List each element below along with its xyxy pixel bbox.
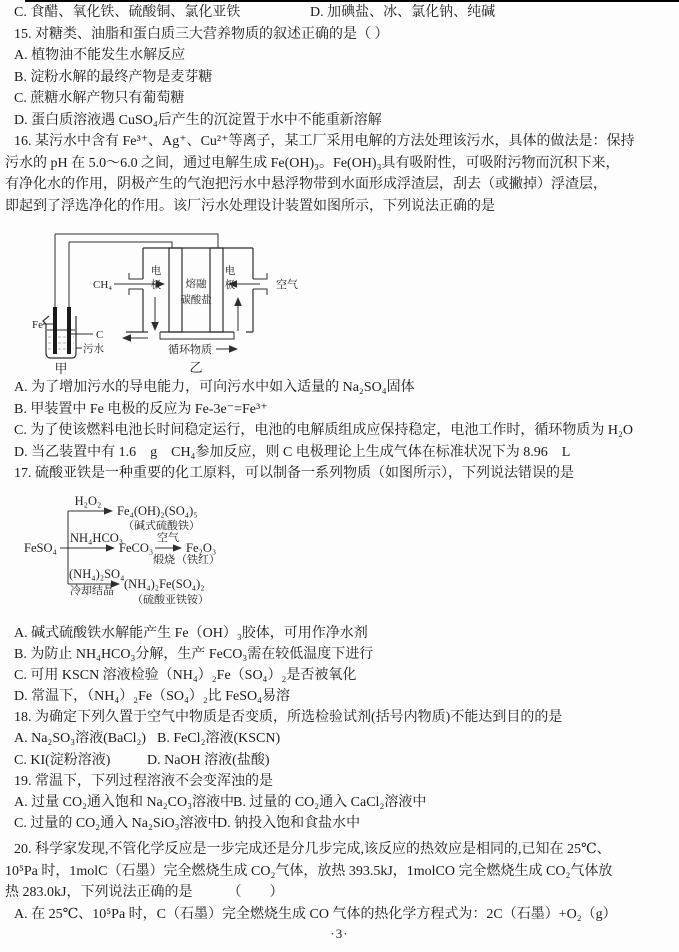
q19-options-row-2 bbox=[0, 813, 679, 834]
q16-stem-line4: 即起到了浮选净化的作用。该厂污水处理设计装置如图所示，下列说法正确的是 bbox=[5, 198, 495, 214]
q19-option-c: C. 过量的 CO₂通入 Na₂SiO₃溶液中 bbox=[14, 816, 222, 832]
basic-iron-sulfate-formula: Fe₄(OH)₂(SO₄)₅ bbox=[117, 503, 198, 518]
basic-iron-sulfate-name: （碱式硫酸铁） bbox=[123, 519, 200, 532]
q17-stem: 17. 硫酸亚铁是一种重要的化工原料，可以制备一系列物质（如图所示），下列说法错误的是 bbox=[14, 466, 574, 481]
circulating-substance-label: 循环物质 bbox=[168, 344, 212, 356]
q16-figure bbox=[0, 217, 679, 377]
q16-stem-line2: 污水的 pH 在 5.0～6.0 之间，通过电解生成 Fe(OH)₃。Fe(OH)₃具有吸附性，可吸附污物而沉积下来， bbox=[5, 155, 620, 171]
q17-figure bbox=[0, 485, 679, 623]
c-electrode-bar bbox=[67, 307, 71, 354]
q15-option-b: B. 淀粉水解的最终产物是麦芽糖 bbox=[14, 69, 213, 85]
q20-option-a: A. 在 25℃、10⁵Pa 时，C（石墨）完全燃烧生成 CO 气体的热化学方程式为：2C（石墨）+O₂（g） bbox=[14, 906, 617, 922]
ch4-inlet-label: CH₄ bbox=[93, 279, 113, 291]
q18-options-row-2 bbox=[0, 750, 679, 771]
q19-option-b: B. 过量的 CO₂通入 CaCl₂溶液中 bbox=[233, 795, 427, 810]
right-electrode-label-top: 电 bbox=[224, 266, 236, 277]
feco3-formula: FeCO₃ bbox=[119, 540, 154, 555]
q18-stem: 18. 为确定下列久置于空气中物质是否变质，所选检验试剂(括号内物质)不能达到目的的是 bbox=[14, 710, 563, 726]
c-electrode-label: C bbox=[96, 329, 104, 341]
q17-option-d: D. 常温下，（NH₄）₂Fe（SO₄）₂比 FeSO₄易溶 bbox=[14, 689, 291, 705]
flow-arrows bbox=[114, 280, 260, 353]
questions-17-19-block bbox=[0, 623, 679, 835]
q14-options-row bbox=[0, 2, 679, 24]
q19-stem: 19. 常温下，下列过程溶液不会变浑浊的是 bbox=[14, 773, 273, 789]
sewage-label: 污水 bbox=[83, 344, 104, 355]
flowchart-branch-lines bbox=[60, 511, 68, 584]
q17-option-a: A. 碱式硫酸铁水解能产生 Fe（OH）₃胶体，可用作净水剂 bbox=[14, 625, 368, 641]
q16-stem-line3: 有净化水的作用，阴极产生的气泡把污水中悬浮物带到水面形成浮渣层，刮去（或撇掉）浮渣层， bbox=[5, 177, 607, 192]
q16-option-c: C. 为了使该燃料电池长时间稳定运行，电池的电解质组成应保持稳定，电池工作时，循环物质为 H₂O bbox=[14, 423, 633, 438]
left-electrode-label-top: 电 bbox=[150, 266, 162, 277]
molten-carbonate-label-line2: 碳酸盐 bbox=[180, 295, 212, 306]
cell-b-label: 乙 bbox=[189, 360, 203, 375]
q19-option-a: A. 过量 CO₂通入饱和 Na₂CO₃溶液中 bbox=[14, 795, 234, 810]
q17-option-c: C. 可用 KSCN 溶液检验（NH₄）₂Fe（SO₄）₂是否被氧化 bbox=[14, 667, 357, 683]
q16-option-d: D. 当乙装置中有 1.6 g CH₄参加反应，则 C 电极理论上生成气体在标准状况下为 8.96 L bbox=[14, 444, 571, 460]
nh4hco3-reagent-label: NH₄HCO₃ bbox=[70, 530, 124, 545]
mohr-salt-name: （硫酸亚铁铵） bbox=[132, 593, 209, 606]
q16-option-a: A. 为了增加污水的导电能力，可向污水中如入适量的 Na₂SO₄固体 bbox=[14, 380, 415, 395]
air-condition-label: 空气 bbox=[157, 531, 179, 544]
feso4-flowchart bbox=[20, 491, 350, 616]
electrolysis-fuel-cell-diagram bbox=[30, 227, 340, 377]
q17-option-b: B. 为防止 NH₄HCO₃分解，生产 FeCO₃需在较低温度下进行 bbox=[14, 646, 374, 662]
q20-stem-line3: 热 283.0kJ，下列说法正确的是 （ ） bbox=[5, 885, 284, 901]
q19-option-d: D. 钠投入饱和食盐水中 bbox=[217, 816, 361, 832]
q16-stem-line1: 16. 某污水中含有 Fe³⁺、Ag⁺、Cu²⁺等离子，某工厂采用电解的方法处理该污水，具体的做法是：保持 bbox=[14, 134, 635, 149]
calcine-condition-label: 煅烧 bbox=[153, 553, 175, 566]
bottom-duct bbox=[160, 332, 234, 339]
fuel-cell-left-plate bbox=[169, 248, 182, 332]
q20-stem-line1: 20. 科学家发现,不管化学反应是一步完成还是分几步完成,该反应的热效应是相同的,已知在 25℃、 bbox=[14, 842, 611, 858]
feso4-label: FeSO₄ bbox=[24, 540, 57, 555]
q18-option-b: B. FeCl₂溶液(KSCN) bbox=[157, 731, 281, 747]
h2o2-reagent-label: H₂O₂ bbox=[74, 493, 102, 508]
q18-options-row-1 bbox=[0, 728, 679, 749]
q14-option-c: C. 食醋、氧化铁、硫酸铜、氯化亚铁 bbox=[14, 5, 241, 20]
q18-option-c: C. KI(淀粉溶液) bbox=[14, 752, 111, 768]
q19-options-row-1 bbox=[0, 792, 679, 813]
q14-option-d: D. 加碘盐、冰、氯化钠、纯碱 bbox=[310, 5, 496, 20]
q18-option-d: D. NaOH 溶液(盐酸) bbox=[147, 752, 270, 768]
fe2o3-formula: Fe₂O₃ bbox=[186, 540, 217, 555]
question-20-block bbox=[0, 839, 679, 925]
mohr-salt-formula: (NH₄)₂Fe(SO₄)₂ bbox=[124, 576, 205, 591]
left-electrode-label-bottom: 极 bbox=[150, 280, 162, 291]
q15-option-a: A. 植物油不能发生水解反应 bbox=[14, 48, 186, 63]
q15-option-d: D. 蛋白质溶液遇 CuSO₄后产生的沉淀置于水中不能重新溶解 bbox=[14, 112, 382, 128]
fe-electrode-label: Fe bbox=[32, 319, 43, 331]
fe-electrode-bar bbox=[53, 307, 57, 354]
q15-option-c: C. 蔗糖水解产物只有葡萄糖 bbox=[14, 91, 185, 106]
ammonium-sulfate-reagent-label: (NH₄)₂SO₄ bbox=[69, 566, 125, 581]
right-electrode-label-bottom: 极 bbox=[224, 280, 236, 291]
q18-option-a: A. Na₂SO₃溶液(BaCl₂) bbox=[14, 731, 147, 747]
fuel-cell-right-plate bbox=[210, 248, 223, 332]
q15-stem: 15. 对糖类、油脂和蛋白质三大营养物质的叙述正确的是（ ） bbox=[14, 26, 389, 42]
page-number: ·3· bbox=[330, 925, 349, 941]
q20-stem-line2: 10⁵Pa 时，1molC（石墨）完全燃烧生成 CO₂气体，放热 393.5kJ，1molCO 完全燃烧生成 CO₂气体放 bbox=[5, 863, 613, 879]
iron-red-name: （铁红） bbox=[176, 553, 220, 566]
molten-carbonate-label-line1: 熔融 bbox=[185, 279, 207, 290]
cooling-crystallization-label: 冷却结晶 bbox=[70, 584, 114, 597]
cell-a-label: 甲 bbox=[54, 361, 68, 376]
q16-option-b: B. 甲装置中 Fe 电极的反应为 Fe-3e⁻=Fe³⁺ bbox=[14, 401, 268, 417]
air-inlet-label: 空气 bbox=[276, 279, 298, 291]
